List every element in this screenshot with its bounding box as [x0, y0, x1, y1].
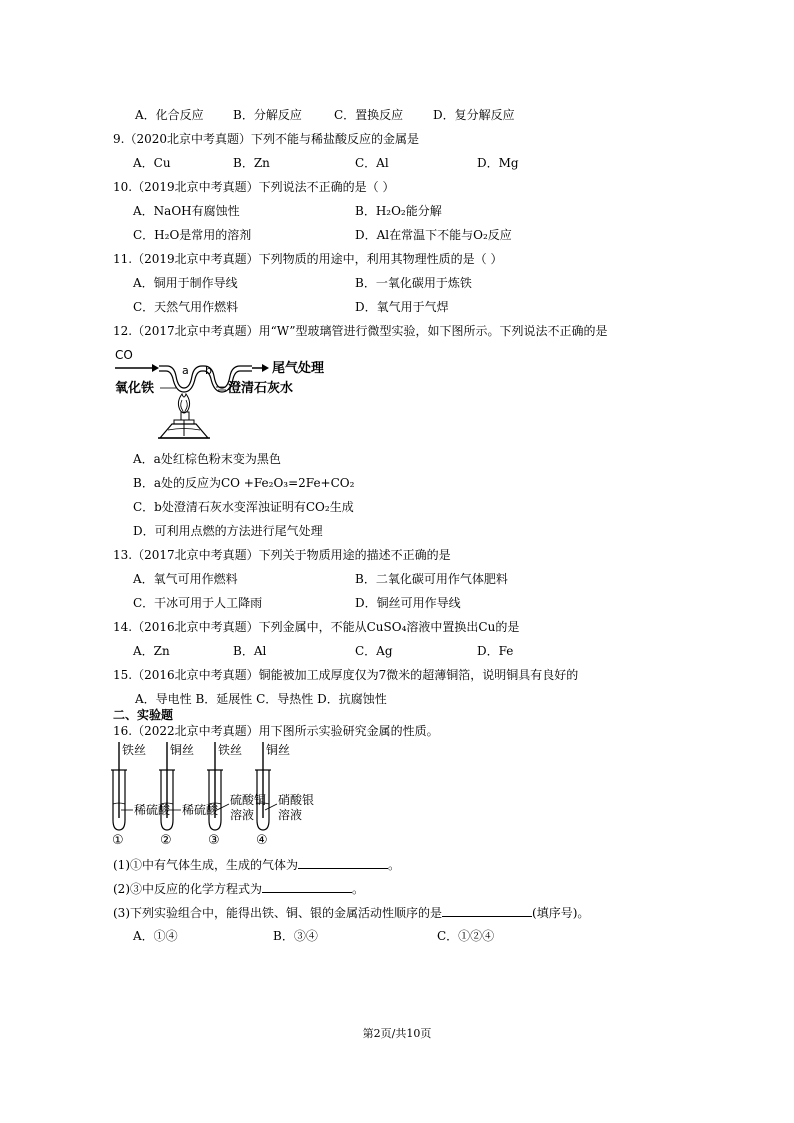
- q9-option-a: A．Cu: [133, 156, 171, 170]
- q12-stem: 12.（2017北京中考真题）用“W”型玻璃管进行微型实验，如下图所示。下列说法不正确的是: [113, 324, 608, 338]
- q14-option-b: B．Al: [233, 644, 267, 658]
- q11-option-a: A．铜用于制作导线: [133, 276, 238, 290]
- q12-option-b: B．a处的反应为CO +Fe₂O₃=2Fe+CO₂: [133, 476, 355, 490]
- q11-option-b: B．一氧化碳用于炼铁: [355, 276, 472, 290]
- q9-option-b: B．Zn: [233, 156, 270, 170]
- tube-number: ③: [208, 833, 220, 848]
- liquid-label: 溶液: [278, 808, 303, 822]
- q12-option-c: C．b处澄清石灰水变浑浊证明有CO₂生成: [133, 500, 354, 514]
- liquid-label: 硝酸银: [278, 793, 315, 807]
- test-tubes-figure: [108, 742, 368, 850]
- q8-option-d: D．复分解反应: [433, 108, 515, 122]
- q10-option-c: C．H₂O是常用的溶剂: [133, 228, 252, 242]
- q11-option-c: C．天然气用作燃料: [133, 300, 239, 314]
- q16-part1-end: 。: [388, 858, 401, 872]
- q13-option-c: C．干冰可用于人工降雨: [133, 596, 263, 610]
- q14-stem: 14.（2016北京中考真题）下列金属中，不能从CuSO₄溶液中置换出Cu的是: [113, 620, 520, 634]
- q16-part2-end: 。: [352, 882, 365, 896]
- label-a: a: [182, 364, 189, 377]
- q13-option-d: D．铜丝可用作导线: [355, 596, 461, 610]
- q13-stem: 13.（2017北京中考真题）下列关于物质用途的描述不正确的是: [113, 548, 451, 562]
- tail-gas-label: 尾气处理: [272, 361, 325, 376]
- q16-part1-blank[interactable]: [298, 856, 388, 869]
- q12-option-a: A．a处红棕色粉末变为黑色: [133, 452, 281, 466]
- q14-option-c: C．Ag: [355, 644, 393, 658]
- section-heading: 二、实验题: [113, 708, 174, 722]
- tube-number: ①: [112, 833, 124, 848]
- wire-label: 铁丝: [218, 743, 243, 757]
- q14-option-a: A．Zn: [133, 644, 170, 658]
- q9-option-c: C．Al: [355, 156, 389, 170]
- q8-option-a: A．化合反应: [135, 108, 204, 122]
- q13-option-a: A．氧气可用作燃料: [133, 572, 238, 586]
- q16-part3-end: (填序号)。: [532, 906, 590, 920]
- wire-label: 铁丝: [122, 743, 147, 757]
- q10-option-b: B．H₂O₂能分解: [355, 204, 442, 218]
- q16-option-c: C．①②④: [437, 929, 495, 943]
- q10-option-d: D．Al在常温下不能与O₂反应: [355, 228, 512, 242]
- q12-option-d: D．可利用点燃的方法进行尾气处理: [133, 524, 323, 538]
- q16-option-a: A．①④: [133, 929, 178, 943]
- q16-stem: 16.（2022北京中考真题）用下图所示实验研究金属的性质。: [113, 724, 439, 738]
- q11-stem: 11.（2019北京中考真题）下列物质的用途中，利用其物理性质的是（ ）: [113, 252, 503, 266]
- liquid-label: 稀硫酸: [182, 803, 219, 817]
- q8-option-b: B．分解反应: [233, 108, 302, 122]
- iron-oxide-label: 氧化铁: [115, 381, 155, 396]
- inlet-arrow-icon: [152, 364, 159, 372]
- wire-label: 铜丝: [170, 743, 195, 757]
- limewater-label: 澄清石灰水: [228, 381, 294, 396]
- q16-part2-text: (2)③中反应的化学方程式为: [113, 882, 262, 896]
- liquid-label: 硫酸铜: [230, 793, 267, 807]
- q10-stem: 10.（2019北京中考真题）下列说法不正确的是（ ）: [113, 180, 395, 194]
- w-tube-figure: [112, 344, 352, 444]
- q15-stem: 15.（2016北京中考真题）铜能被加工成厚度仅为7微米的超薄铜箔，说明铜具有良好的: [113, 668, 579, 682]
- q10-option-a: A．NaOH有腐蚀性: [133, 204, 240, 218]
- liquid-label: 溶液: [230, 808, 255, 822]
- q16-part2-blank[interactable]: [262, 880, 352, 893]
- q16-option-b: B．③④: [273, 929, 318, 943]
- co-label: CO: [115, 348, 133, 362]
- q8-option-c: C．置换反应: [334, 108, 404, 122]
- outlet-arrow-icon: [262, 364, 269, 372]
- q13-option-b: B．二氧化碳可用作气体肥料: [355, 572, 508, 586]
- wire-label: 铜丝: [266, 743, 291, 757]
- q16-part2: [113, 880, 364, 897]
- label-b: b: [205, 364, 212, 377]
- page-footer: 第2页/共10页: [362, 1027, 432, 1040]
- q11-option-d: D．氧气用于气焊: [355, 300, 449, 314]
- q14-option-d: D．Fe: [477, 644, 514, 658]
- liquid-label: 稀硫酸: [134, 803, 171, 817]
- tube-number: ②: [160, 833, 172, 848]
- q16-part1: [113, 856, 400, 873]
- q16-part3: [113, 904, 589, 921]
- q16-part1-text: (1)①中有气体生成，生成的气体为: [113, 858, 298, 872]
- q9-option-d: D．Mg: [477, 156, 519, 170]
- flame-icon: [178, 394, 189, 413]
- q16-part3-blank[interactable]: [442, 904, 532, 917]
- tube-number: ④: [256, 833, 268, 848]
- q9-stem: 9.（2020北京中考真题）下列不能与稀盐酸反应的金属是: [113, 132, 419, 146]
- q16-part3-text: (3)下列实验组合中，能得出铁、铜、银的金属活动性顺序的是: [113, 906, 443, 920]
- q15-options: A．导电性 B．延展性 C．导热性 D．抗腐蚀性: [135, 692, 387, 706]
